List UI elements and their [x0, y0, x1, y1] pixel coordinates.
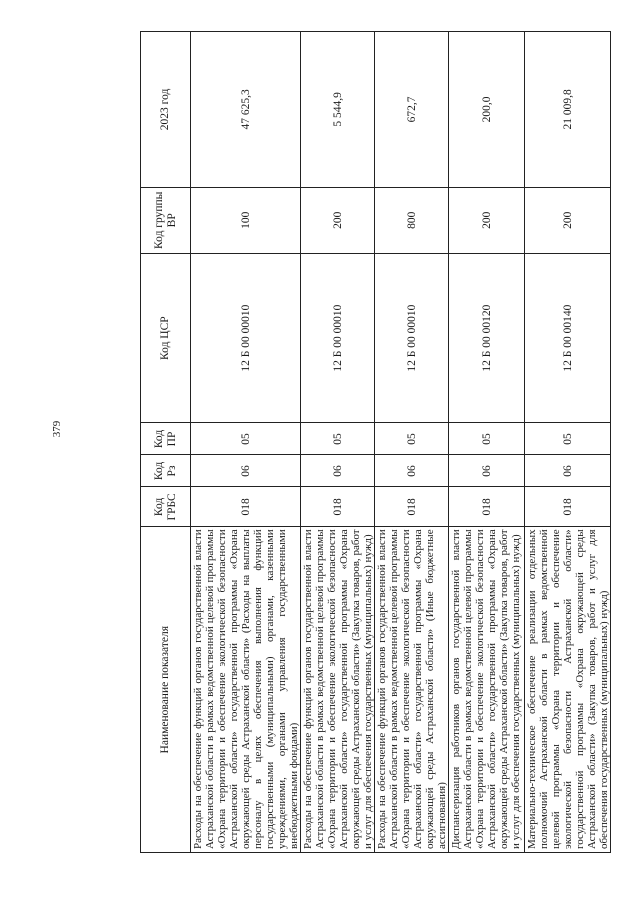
- row-grbs: 018: [301, 487, 375, 527]
- row-pr: 05: [301, 423, 375, 455]
- row-rz: 06: [375, 455, 449, 487]
- row-grbs: 018: [191, 487, 301, 527]
- row-csr: 12 Б 00 00010: [191, 253, 301, 423]
- row-name: Расходы на обеспечение функций органов государственной власти Астраханской области в рамках ведомственной целевой программы «Охрана территории и обеспечение экологической безопасности Астраханской области» государственной программы «Охрана окружающей среды Астраханской области» (Расходы на выплаты персоналу в целях обеспечения выполнения функций государственными (муниципальными) органами, казенными учреждениями, органами управления государственными внебюджетными фондами): [191, 527, 301, 853]
- header-name: Наименование показателя: [141, 527, 191, 853]
- row-csr: 12 Б 00 00120: [449, 253, 525, 423]
- row-pr: 05: [375, 423, 449, 455]
- row-rz: 06: [301, 455, 375, 487]
- row-year-value: 200,0: [449, 32, 525, 188]
- row-year-value: 672,7: [375, 32, 449, 188]
- row-vr: 200: [449, 187, 525, 253]
- row-csr: 12 Б 00 00140: [525, 253, 611, 423]
- header-grbs: Код ГРБС: [141, 487, 191, 527]
- table-header-row: [141, 32, 191, 853]
- row-rz: 06: [525, 455, 611, 487]
- rotated-page: [48, 31, 610, 853]
- header-year: 2023 год: [141, 32, 191, 188]
- header-rz: Код Рз: [141, 455, 191, 487]
- table-row: [525, 32, 611, 853]
- row-grbs: 018: [525, 487, 611, 527]
- row-year-value: 21 009,8: [525, 32, 611, 188]
- row-pr: 05: [449, 423, 525, 455]
- row-name: Материально-техническое обеспечение реализации отдельных полномочий Астраханской области в рамках ведомственной целевой программы «Охрана территории и обеспечение экологической безопасности Астраханской области» государственной программы «Охрана окружающей среды Астраханской области» (Закупка товаров, работ и услуг для обеспечения государственных (муниципальных) нужд): [525, 527, 611, 853]
- row-pr: 05: [525, 423, 611, 455]
- table-row: [191, 32, 301, 853]
- header-pr: Код ПР: [141, 423, 191, 455]
- row-vr: 200: [525, 187, 611, 253]
- header-vr: Код группы ВР: [141, 187, 191, 253]
- row-vr: 200: [301, 187, 375, 253]
- row-name: Диспансеризация работников органов государственной власти Астраханской области в рамках ведомственной целевой программы «Охрана территории и обеспечение экологической безопасности Астраханской области» государственной программы «Охрана окружающей среды Астраханской области» (Закупка товаров, работ и услуг для обеспечения государственных (муниципальных) нужд): [449, 527, 525, 853]
- row-csr: 12 Б 00 00010: [375, 253, 449, 423]
- table-row: [301, 32, 375, 853]
- table-row: [375, 32, 449, 853]
- row-year-value: 5 544,9: [301, 32, 375, 188]
- row-vr: 800: [375, 187, 449, 253]
- row-rz: 06: [191, 455, 301, 487]
- row-name: Расходы на обеспечение функций органов государственной власти Астраханской области в рамках ведомственной целевой программы «Охрана территории и обеспечение экологической безопасности Астраханской области» государственной программы «Охрана окружающей среды Астраханской области» (Иные бюджетные ассигнования): [375, 527, 449, 853]
- row-year-value: 47 625,3: [191, 32, 301, 188]
- row-csr: 12 Б 00 00010: [301, 253, 375, 423]
- row-vr: 100: [191, 187, 301, 253]
- budget-table: [140, 31, 611, 853]
- row-grbs: 018: [375, 487, 449, 527]
- row-name: Расходы на обеспечение функций органов государственной власти Астраханской области в рамках ведомственной целевой программы «Охрана территории и обеспечение экологической безопасности Астраханской области» государственной программы «Охрана окружающей среды Астраханской области» (Закупка товаров, работ и услуг для обеспечения государственных (муниципальных) нужд): [301, 527, 375, 853]
- row-pr: 05: [191, 423, 301, 455]
- header-csr: Код ЦСР: [141, 253, 191, 423]
- row-rz: 06: [449, 455, 525, 487]
- row-grbs: 018: [449, 487, 525, 527]
- page-number: 379: [51, 420, 63, 438]
- table-row: [449, 32, 525, 853]
